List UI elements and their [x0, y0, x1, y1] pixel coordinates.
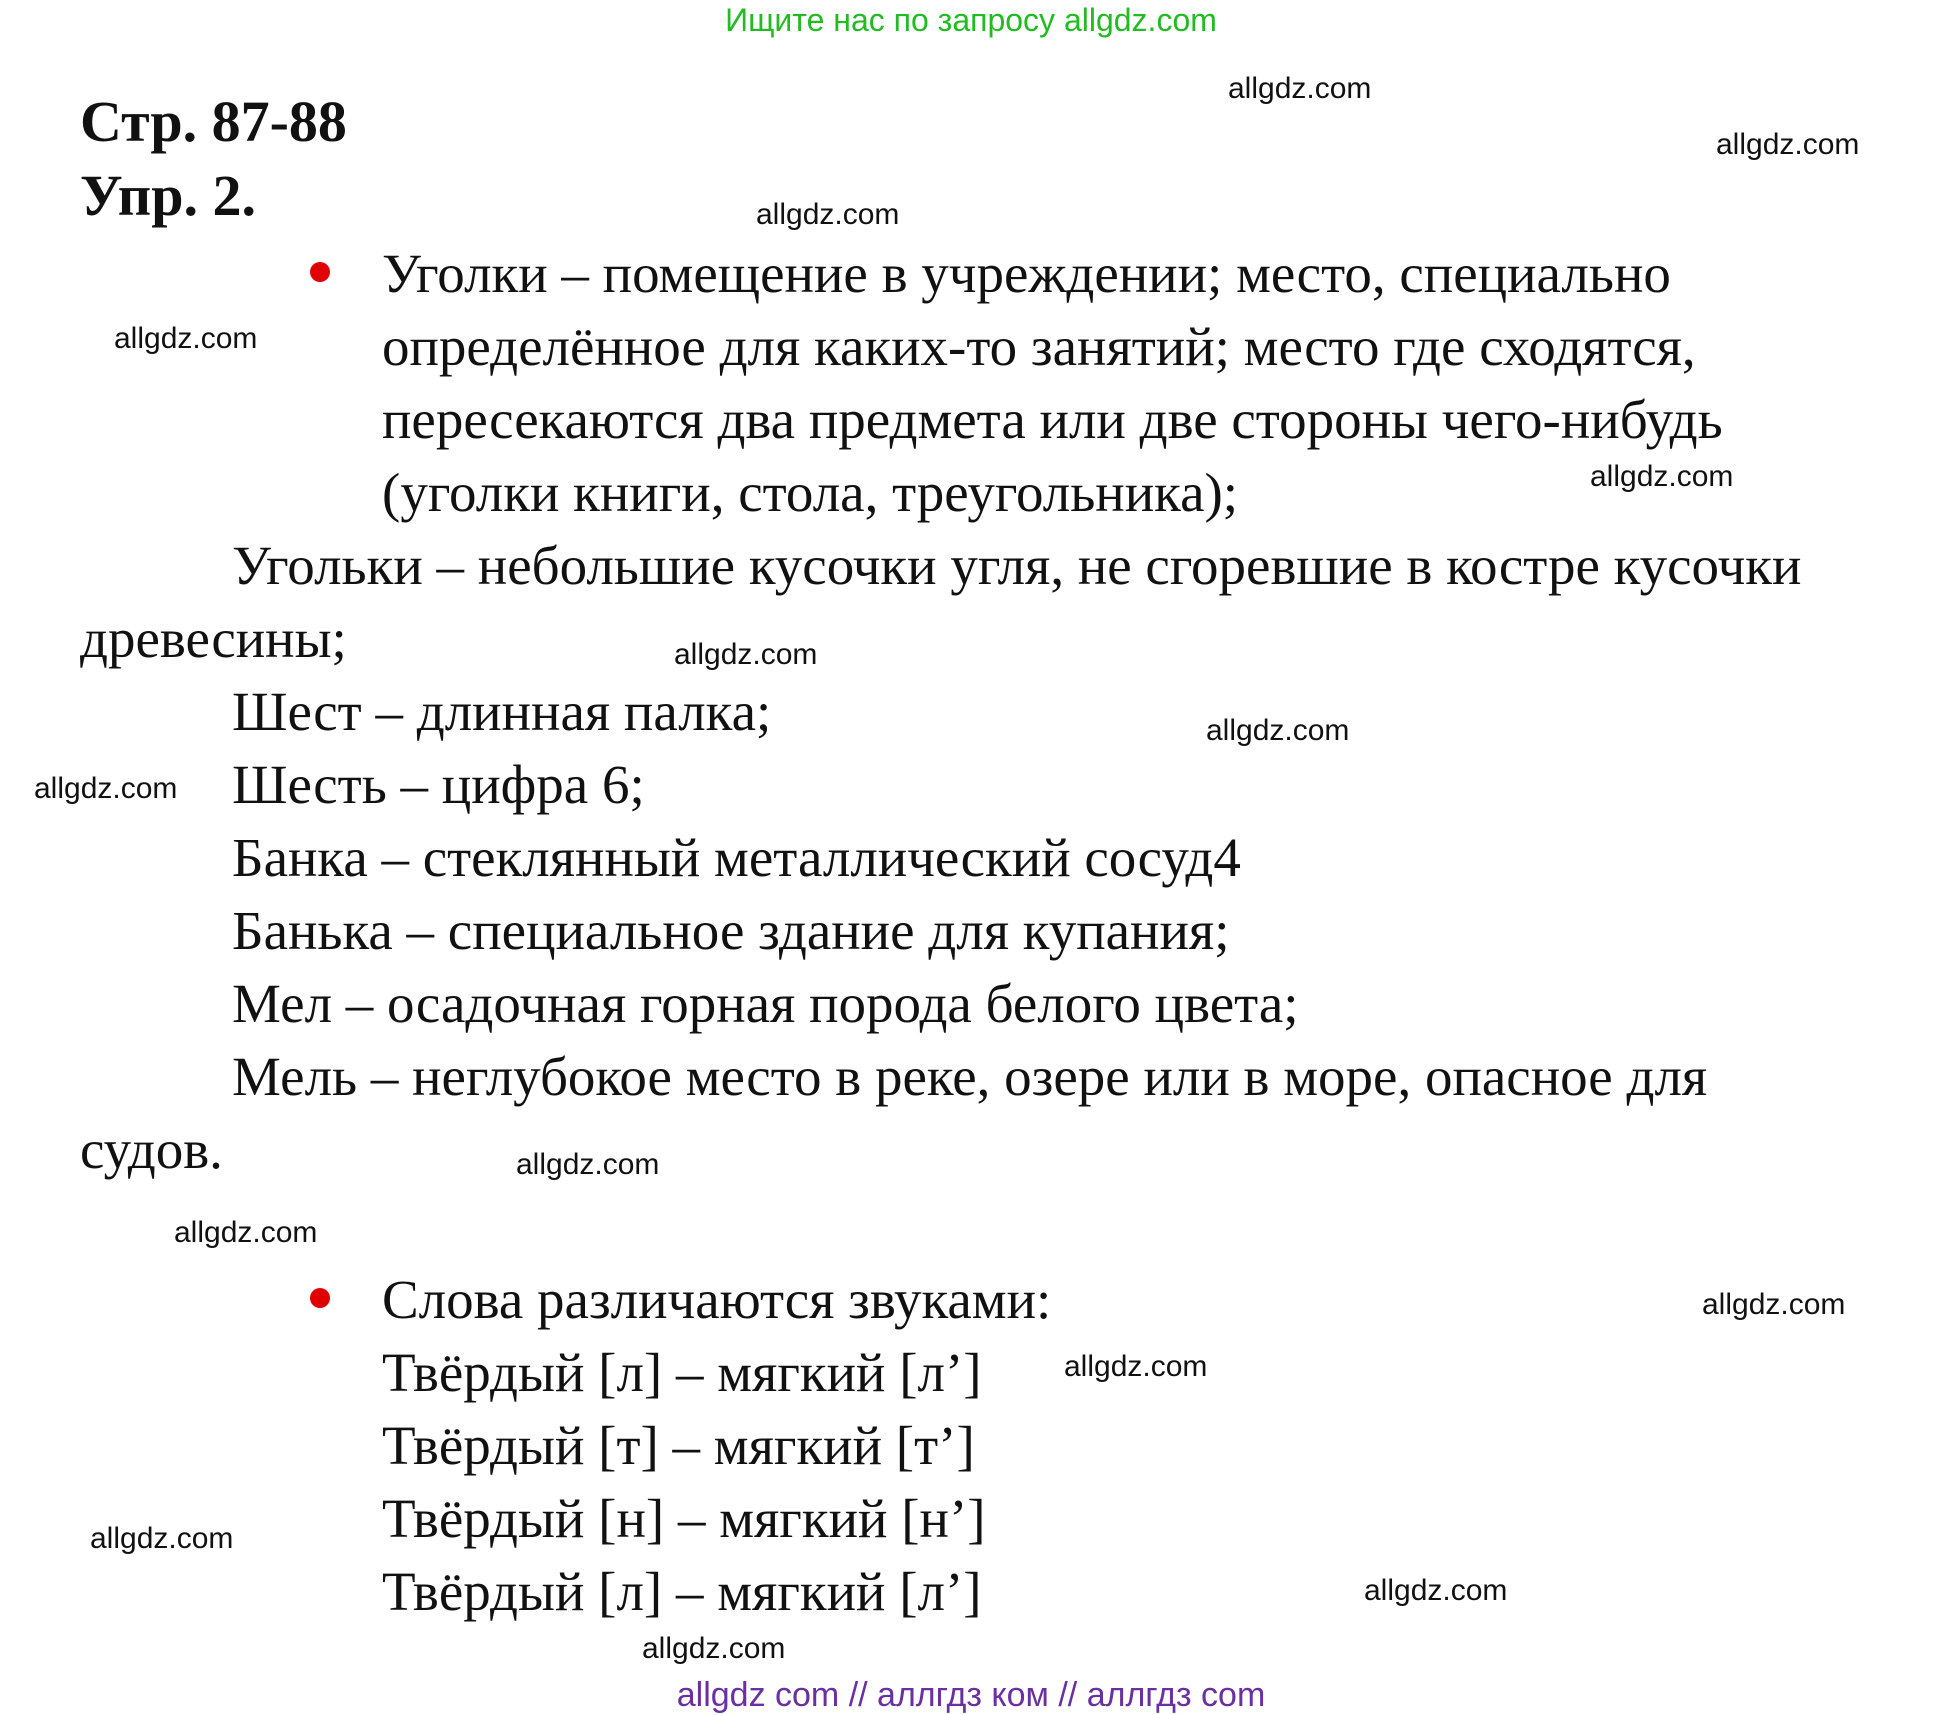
text-line: Шесть – цифра 6;: [232, 754, 645, 815]
watermark: allgdz.com: [1228, 72, 1372, 105]
watermark: allgdz.com: [1590, 460, 1734, 493]
watermark: allgdz.com: [674, 638, 818, 671]
text-line: судов.: [80, 1119, 223, 1180]
watermark: allgdz.com: [1716, 128, 1860, 161]
text-line: Твёрдый [л] – мягкий [л’]: [382, 1342, 982, 1403]
text-line: Твёрдый [т] – мягкий [т’]: [382, 1415, 975, 1476]
text-line: Твёрдый [л] – мягкий [л’]: [382, 1561, 982, 1622]
watermark: allgdz.com: [1064, 1350, 1208, 1383]
watermark: allgdz.com: [1702, 1288, 1846, 1321]
watermark: allgdz.com: [34, 772, 178, 805]
text-line: Уголки – помещение в учреждении; место, специально: [382, 243, 1671, 304]
watermark: allgdz.com: [90, 1522, 234, 1555]
text-line: пересекаются два предмета или две стороны чего-нибудь: [382, 389, 1723, 450]
text-line: Угольки – небольшие кусочки угля, не сгоревшие в костре кусочки: [232, 535, 1802, 596]
text-line: Банка – стеклянный металлический сосуд4: [232, 827, 1241, 888]
watermark: allgdz.com: [1364, 1574, 1508, 1607]
text-line: древесины;: [80, 608, 347, 669]
text-line: Твёрдый [н] – мягкий [н’]: [382, 1488, 986, 1549]
text-line: определённое для каких-то занятий; место где сходятся,: [382, 316, 1696, 377]
text-line: Мель – неглубокое место в реке, озере или в море, опасное для: [232, 1046, 1708, 1107]
text-line: Банька – специальное здание для купания;: [232, 900, 1230, 961]
page-title: Стр. 87-88: [80, 89, 347, 154]
watermark: allgdz.com: [756, 198, 900, 231]
watermark: allgdz.com: [174, 1216, 318, 1249]
top-banner: Ищите нас по запросу allgdz.com: [725, 2, 1217, 38]
watermark: allgdz.com: [516, 1148, 660, 1181]
bullet-icon: [310, 262, 330, 282]
watermark: allgdz.com: [114, 322, 258, 355]
footer-watermark: allgdz com // аллгдз ком // аллгдз com: [676, 1676, 1266, 1714]
text-line: Шест – длинная палка;: [232, 681, 772, 742]
bullet-icon: [310, 1288, 330, 1308]
exercise-title: Упр. 2.: [80, 163, 256, 228]
text-line: Слова различаются звуками:: [382, 1269, 1052, 1330]
text-line: (уголки книги, стола, треугольника);: [382, 462, 1239, 523]
watermark: allgdz.com: [1206, 714, 1350, 747]
watermark: allgdz.com: [642, 1632, 786, 1665]
text-line: Мел – осадочная горная порода белого цвета;: [232, 973, 1299, 1034]
